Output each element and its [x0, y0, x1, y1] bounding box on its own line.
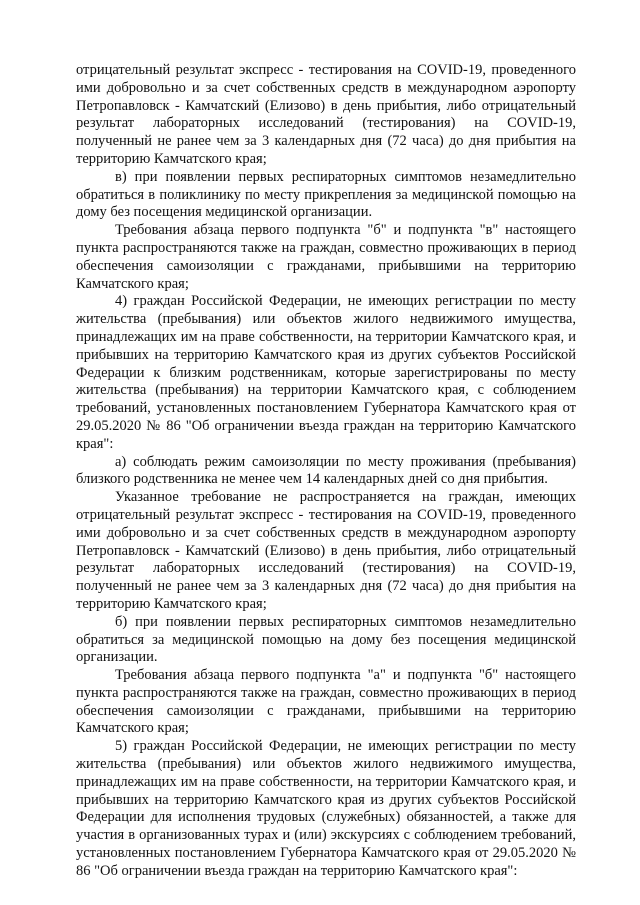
paragraph-3: Требования абзаца первого подпункта "б" и подпункта "в" настоящего пункта распространяются также на граждан, совместно проживающих в период обеспечения самоизоляции с гражданами, прибывшими на территорию Камчатского края;: [76, 222, 576, 292]
paragraph-2: в) при появлении первых респираторных симптомов незамедлительно обратиться в поликлинику по месту прикрепления за медицинской помощью на дому без посещения медицинской организации.: [76, 168, 576, 221]
paragraph-9: 5) граждан Российской Федерации, не имеющих регистрации по месту жительства (пребывания) или объектов жилого недвижимого имущества, принадлежащих им на праве собственности, на территории Камчатского края, и прибывших на территорию Камчатского края из других субъектов Российской Федерации для исполнения трудовых (служебных) обязанностей, а также для участия в организованных турах и (или) экскурсиях с соблюдением требований, установленных постановлением Губернатора Камчатского края от 29.05.2020 № 86 "Об ограничении въезда граждан на территорию Камчатского края":: [76, 738, 576, 879]
paragraph-5: а) соблюдать режим самоизоляции по месту проживания (пребывания) близкого родственника не менее чем 14 календарных дней со дня прибытия.: [76, 453, 576, 488]
paragraph-6: Указанное требование не распространяется на граждан, имеющих отрицательный результат экспресс - тестирования на COVID-19, проведенного ими добровольно и за счет собственных средств в международном аэропорту Петропавловск - Камчатский (Елизово) в день прибытия, либо отрицательный результат лабораторных исследований (тестирования) на COVID-19, полученный не ранее чем за 3 календарных дня (72 часа) до дня прибытия на территорию Камчатского края;: [76, 489, 576, 612]
paragraph-4: 4) граждан Российской Федерации, не имеющих регистрации по месту жительства (пребывания) или объектов жилого недвижимого имущества, принадлежащих им на праве собственности, на территории Камчатского края, и прибывших на территорию Камчатского края из других субъектов Российской Федерации к близким родственникам, которые зарегистрированы по месту жительства (пребывания) на территории Камчатского края, с соблюдением требований, установленных постановлением Губернатора Камчатского края от 29.05.2020 № 86 "Об ограничении въезда граждан на территорию Камчатского края":: [76, 293, 576, 452]
paragraph-1: отрицательный результат экспресс - тестирования на COVID-19, проведенного ими добровольно и за счет собственных средств в международном аэропорту Петропавловск - Камчатский (Елизово) в день прибытия, либо отрицательный результат лабораторных исследований (тестирования) на COVID-19, полученный не ранее чем за 3 календарных дня (72 часа) до дня прибытия на территорию Камчатского края;: [76, 62, 576, 167]
document-body: [76, 62, 576, 881]
paragraph-8: Требования абзаца первого подпункта "а" и подпункта "б" настоящего пункта распространяются также на граждан, совместно проживающих в период обеспечения самоизоляции с гражданами, прибывшими на территорию Камчатского края;: [76, 667, 576, 737]
paragraph-7: б) при появлении первых респираторных симптомов незамедлительно обратиться за медицинской помощью на дому без посещения медицинской организации.: [76, 613, 576, 666]
